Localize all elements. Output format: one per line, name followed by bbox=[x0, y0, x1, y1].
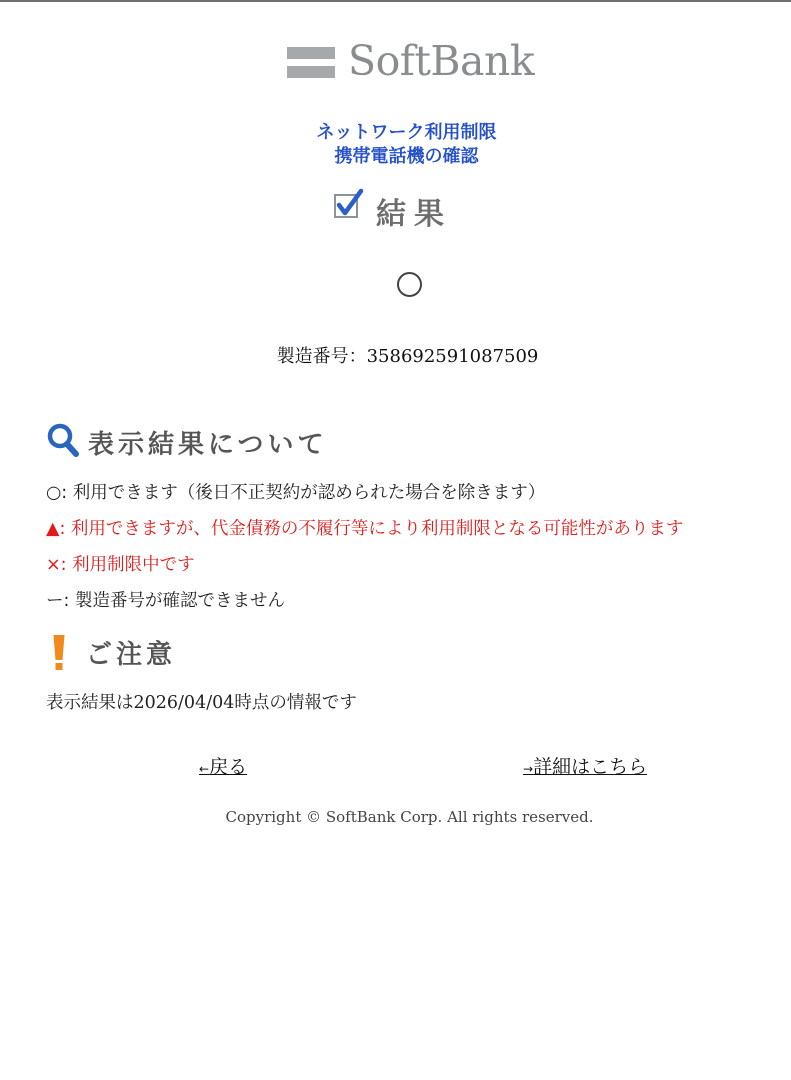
result-label: 結果 bbox=[376, 197, 452, 232]
caution-note bbox=[46, 689, 357, 714]
page-title-line2: 携帯電話機の確認 bbox=[334, 146, 479, 167]
legend-available: ○: 利用できます（後日不正契約が認められた場合を除きます） bbox=[46, 483, 546, 503]
serial-value: 358692591087509 bbox=[366, 346, 539, 367]
back-link-label: 戻る bbox=[209, 756, 248, 778]
copyright: Copyright © SoftBank Corp. All rights reserved. bbox=[225, 808, 594, 826]
note-prefix: 表示結果は bbox=[46, 693, 134, 713]
legend-restricted: ×: 利用制限中です bbox=[46, 555, 195, 575]
logo-bars-icon bbox=[287, 47, 335, 78]
checkbox-checked-icon bbox=[334, 194, 358, 218]
exclamation-icon bbox=[52, 634, 66, 672]
softbank-logo bbox=[287, 37, 547, 89]
note-date: 2026/04/04 bbox=[133, 693, 235, 713]
details-link-label: 詳細はこちら bbox=[533, 756, 648, 778]
left-arrow-icon: ← bbox=[199, 762, 210, 776]
status-circle-icon bbox=[397, 272, 422, 297]
back-link[interactable] bbox=[199, 752, 247, 779]
note-suffix: 時点の情報です bbox=[234, 693, 357, 713]
details-link[interactable] bbox=[523, 752, 647, 779]
serial-number bbox=[0, 342, 791, 368]
magnifier-icon bbox=[46, 422, 80, 458]
top-divider bbox=[0, 0, 791, 2]
about-results-title: 表示結果について bbox=[88, 430, 328, 460]
legend-possible-restriction: ▲: 利用できますが、代金債務の不履行等により利用制限となる可能性があります bbox=[46, 519, 684, 539]
right-arrow-icon: → bbox=[523, 762, 534, 776]
serial-label: 製造番号： bbox=[276, 346, 367, 367]
legend-unconfirmed: ー: 製造番号が確認できません bbox=[46, 591, 285, 611]
caution-title: ご注意 bbox=[86, 640, 177, 670]
page-title-line1: ネットワーク利用制限 bbox=[316, 122, 497, 143]
logo-text: SoftBank bbox=[348, 37, 535, 85]
